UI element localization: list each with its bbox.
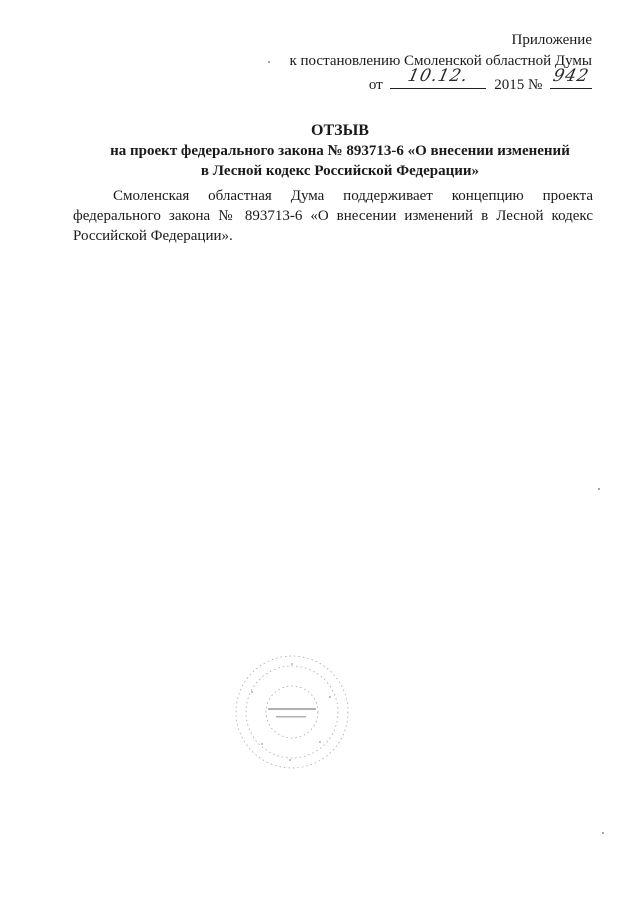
document-heading: ОТЗЫВ	[311, 122, 369, 139]
date-field	[390, 66, 486, 89]
document-title-block	[0, 121, 640, 181]
year-and-number-label: 2015 №	[494, 77, 543, 93]
document-body	[73, 186, 593, 246]
document-subject-line-1: на проект федерального закона № 893713-6 «О внесении изменений	[110, 143, 570, 159]
appendix-title: Приложение	[511, 32, 592, 48]
page-speck	[598, 488, 600, 490]
page-speck	[268, 61, 270, 63]
document-subject-line-2: в Лесной кодекс Российской Федерации»	[200, 163, 480, 179]
number-field	[550, 66, 592, 89]
date-prefix: от	[368, 77, 383, 93]
body-paragraph: Смоленская областная Дума поддерживает концепцию проекта федерального закона № 893713-6 «О внесении изменений в Лесной кодекс Российской Федерации».	[73, 188, 593, 244]
page-speck	[602, 832, 604, 834]
appendix-resolution-line: к постановлению Смоленской областной Думы	[289, 53, 592, 69]
appendix-date-line	[289, 66, 592, 96]
appendix-header	[289, 30, 592, 96]
handwritten-number: 942	[551, 66, 591, 86]
faint-round-seal-icon	[232, 652, 352, 772]
handwritten-date: 10.12.	[406, 66, 471, 86]
